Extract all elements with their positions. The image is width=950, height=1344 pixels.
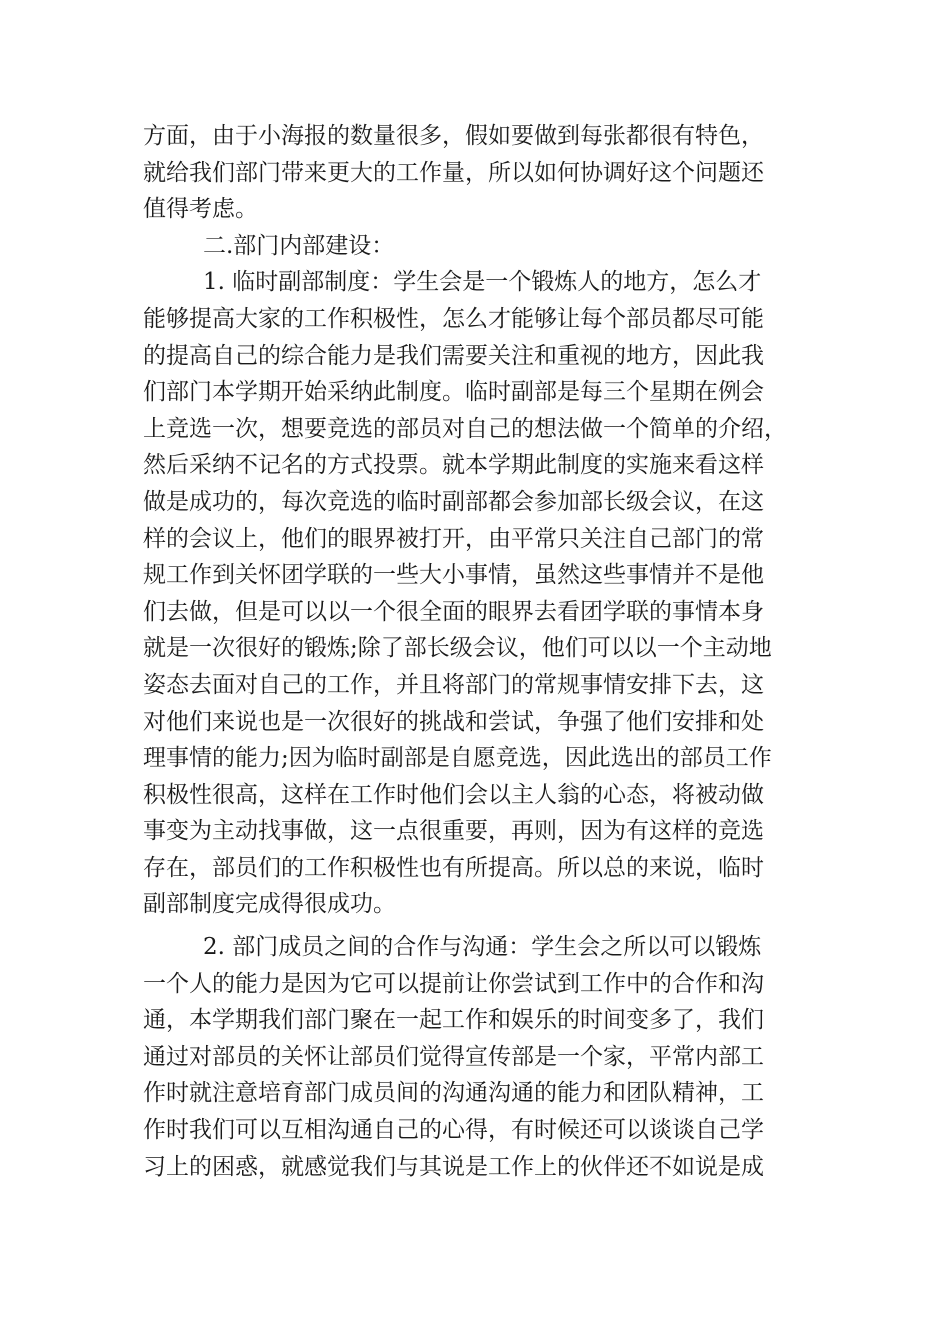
text-line: 2. 部门成员之间的合作与沟通：学生会之所以可以锻炼	[203, 934, 762, 961]
text-line: 作时就注意培育部门成员间的沟通沟通的能力和团队精神，工	[143, 1080, 764, 1107]
text-line: 对他们来说也是一次很好的挑战和尝试，争强了他们安排和处	[143, 708, 764, 735]
text-line: 做是成功的，每次竞选的临时副部都会参加部长级会议，在这	[143, 488, 764, 515]
text-line: 就是一次很好的锻炼;除了部长级会议，他们可以以一个主动地	[143, 635, 772, 662]
text-line: 副部制度完成得很成功。	[143, 891, 396, 918]
text-line: 们部门本学期开始采纳此制度。临时副部是每三个星期在例会	[143, 379, 764, 406]
document-body	[143, 118, 823, 1185]
text-line: 习上的困惑，就感觉我们与其说是工作上的伙伴还不如说是成	[143, 1153, 764, 1180]
text-line: 通过对部员的关怀让部员们觉得宣传部是一个家，平常内部工	[143, 1043, 764, 1070]
text-line: 一个人的能力是因为它可以提前让你尝试到工作中的合作和沟	[143, 970, 764, 997]
text-line: 样的会议上，他们的眼界被打开，由平常只关注自己部门的常	[143, 525, 764, 552]
section-heading: 二.部门内部建设：	[203, 232, 395, 259]
text-line: 理事情的能力;因为临时副部是自愿竞选，因此选出的部员工作	[143, 745, 772, 772]
text-line: 姿态去面对自己的工作，并且将部门的常规事情安排下去，这	[143, 671, 764, 698]
text-line: 通，本学期我们部门聚在一起工作和娱乐的时间变多了，我们	[143, 1007, 764, 1034]
text-line: 事变为主动找事做，这一点很重要，再则，因为有这样的竞选	[143, 818, 764, 845]
text-line: 就给我们部门带来更大的工作量，所以如何协调好这个问题还	[143, 159, 764, 186]
text-line: 规工作到关怀团学联的一些大小事情，虽然这些事情并不是他	[143, 562, 764, 589]
text-line: 能够提高大家的工作积极性，怎么才能够让每个部员都尽可能	[143, 305, 764, 332]
text-line: 1. 临时副部制度：学生会是一个锻炼人的地方，怎么才	[203, 269, 762, 296]
text-line: 的提高自己的综合能力是我们需要关注和重视的地方，因此我	[143, 342, 764, 369]
text-line: 上竞选一次，想要竞选的部员对自己的想法做一个简单的介绍，	[143, 415, 787, 442]
text-line: 方面，由于小海报的数量很多，假如要做到每张都很有特色，	[143, 123, 764, 149]
text-line: 然后采纳不记名的方式投票。就本学期此制度的实施来看这样	[143, 452, 764, 479]
text-line: 们去做，但是可以以一个很全面的眼界去看团学联的事情本身	[143, 598, 764, 625]
text-line: 作时我们可以互相沟通自己的心得，有时候还可以谈谈自己学	[143, 1117, 764, 1144]
text-line: 存在，部员们的工作积极性也有所提高。所以总的来说，临时	[143, 854, 764, 881]
text-line: 值得考虑。	[143, 196, 258, 223]
text-line: 积极性很高，这样在工作时他们会以主人翁的心态，将被动做	[143, 781, 764, 808]
